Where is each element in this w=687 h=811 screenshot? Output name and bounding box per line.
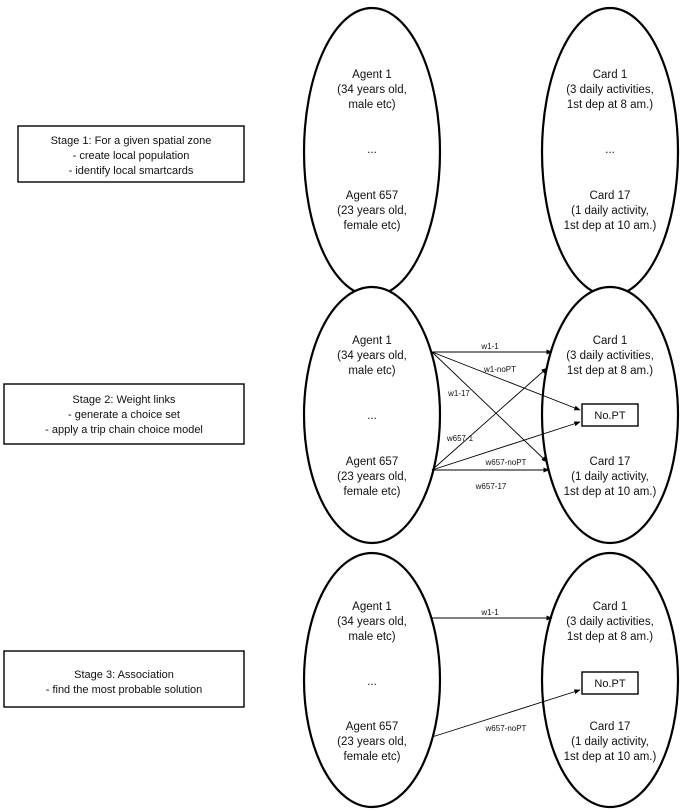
stage-2-title: Stage 2: Weight links <box>72 394 176 406</box>
stage-1 <box>18 8 678 296</box>
stage-2 <box>4 287 678 543</box>
stage-1-title: Stage 1: For a given spatial zone <box>50 135 212 147</box>
stage-3-agent-657-sex: female etc) <box>343 751 401 763</box>
stage-1-card-1-activities: (3 daily activities, <box>566 84 654 96</box>
stage-3-agents-ellipsis: ... <box>367 676 377 688</box>
stage-3-label-w1-1: w1-1 <box>481 608 499 617</box>
stage-2-label-w1-1: w1-1 <box>481 342 499 351</box>
stage-3-card-1-activities: (3 daily activities, <box>566 616 654 628</box>
stage-1-agent-1-sex: male etc) <box>348 99 396 111</box>
stage-1-card-17-departure: 1st dep at 10 am.) <box>563 220 657 232</box>
stage-1-step-1: - create local population <box>72 150 190 162</box>
stage-3-agent-1-name: Agent 1 <box>352 601 392 613</box>
stage-1-agents-ellipsis: ... <box>367 144 377 156</box>
stage-3-step-1: - find the most probable solution <box>45 684 203 696</box>
stage-1-card-1-name: Card 1 <box>592 69 628 81</box>
stage-3-no-pt-label: No.PT <box>594 678 626 690</box>
stage-3-agent-657-age: (23 years old, <box>337 736 407 748</box>
stage-3 <box>4 553 678 807</box>
stage-3-card-17-name: Card 17 <box>589 721 631 733</box>
stage-1-card-17-activities: (1 daily activity, <box>571 205 649 217</box>
stage-2-step-2: - apply a trip chain choice model <box>45 424 203 436</box>
stage-3-card-17-departure: 1st dep at 10 am.) <box>563 751 657 763</box>
stage-2-link-w657-1 <box>432 368 547 470</box>
stage-2-label-w657-1: w657-1 <box>446 434 474 443</box>
stage-2-label-w1-nopt: w1-noPT <box>483 365 517 374</box>
stage-2-agent-657-age: (23 years old, <box>337 471 407 483</box>
stage-2-step-1: - generate a choice set <box>68 409 180 421</box>
stage-3-title: Stage 3: Association <box>74 669 174 681</box>
stage-1-card-17-name: Card 17 <box>589 190 631 202</box>
stage-2-agent-1-name: Agent 1 <box>352 335 392 347</box>
stage-1-agent-657-name: Agent 657 <box>345 190 399 202</box>
stage-1-cards-ellipsis: ... <box>605 144 615 156</box>
stage-2-agent-657-sex: female etc) <box>343 486 401 498</box>
stage-2-card-1-name: Card 1 <box>592 335 628 347</box>
stage-2-label-w657-17: w657-17 <box>475 482 507 491</box>
stage-1-step-2: - identify local smartcards <box>68 165 194 177</box>
stage-3-card-17-activities: (1 daily activity, <box>571 736 649 748</box>
stage-2-agent-657-name: Agent 657 <box>345 456 399 468</box>
stage-3-label-w657-nopt: w657-noPT <box>485 724 527 733</box>
stage-2-card-17-name: Card 17 <box>589 456 631 468</box>
stage-1-card-1-departure: 1st dep at 8 am.) <box>566 99 654 111</box>
stage-2-agent-1-age: (34 years old, <box>337 350 407 362</box>
stage-3-card-1-departure: 1st dep at 8 am.) <box>566 631 654 643</box>
stage-3-card-1-name: Card 1 <box>592 601 628 613</box>
stage-2-card-17-activities: (1 daily activity, <box>571 471 649 483</box>
stage-2-agents-ellipsis: ... <box>367 410 377 422</box>
stage-3-agent-657-name: Agent 657 <box>345 721 399 733</box>
stage-2-card-1-activities: (3 daily activities, <box>566 350 654 362</box>
stage-3-agent-1-sex: male etc) <box>348 631 396 643</box>
stage-2-card-1-departure: 1st dep at 8 am.) <box>566 365 654 377</box>
stage-2-label-w657-nopt: w657-noPT <box>485 458 527 467</box>
stage-2-agent-1-sex: male etc) <box>348 365 396 377</box>
stage-1-agent-657-sex: female etc) <box>343 220 401 232</box>
stage-1-agent-657-age: (23 years old, <box>337 205 407 217</box>
stage-2-card-17-departure: 1st dep at 10 am.) <box>563 486 657 498</box>
stage-1-agent-1-age: (34 years old, <box>337 84 407 96</box>
stage-2-label-w1-17: w1-17 <box>448 389 470 398</box>
stage-1-agent-1-name: Agent 1 <box>352 69 392 81</box>
stage-3-agent-1-age: (34 years old, <box>337 616 407 628</box>
stage-2-no-pt-label: No.PT <box>594 410 626 422</box>
